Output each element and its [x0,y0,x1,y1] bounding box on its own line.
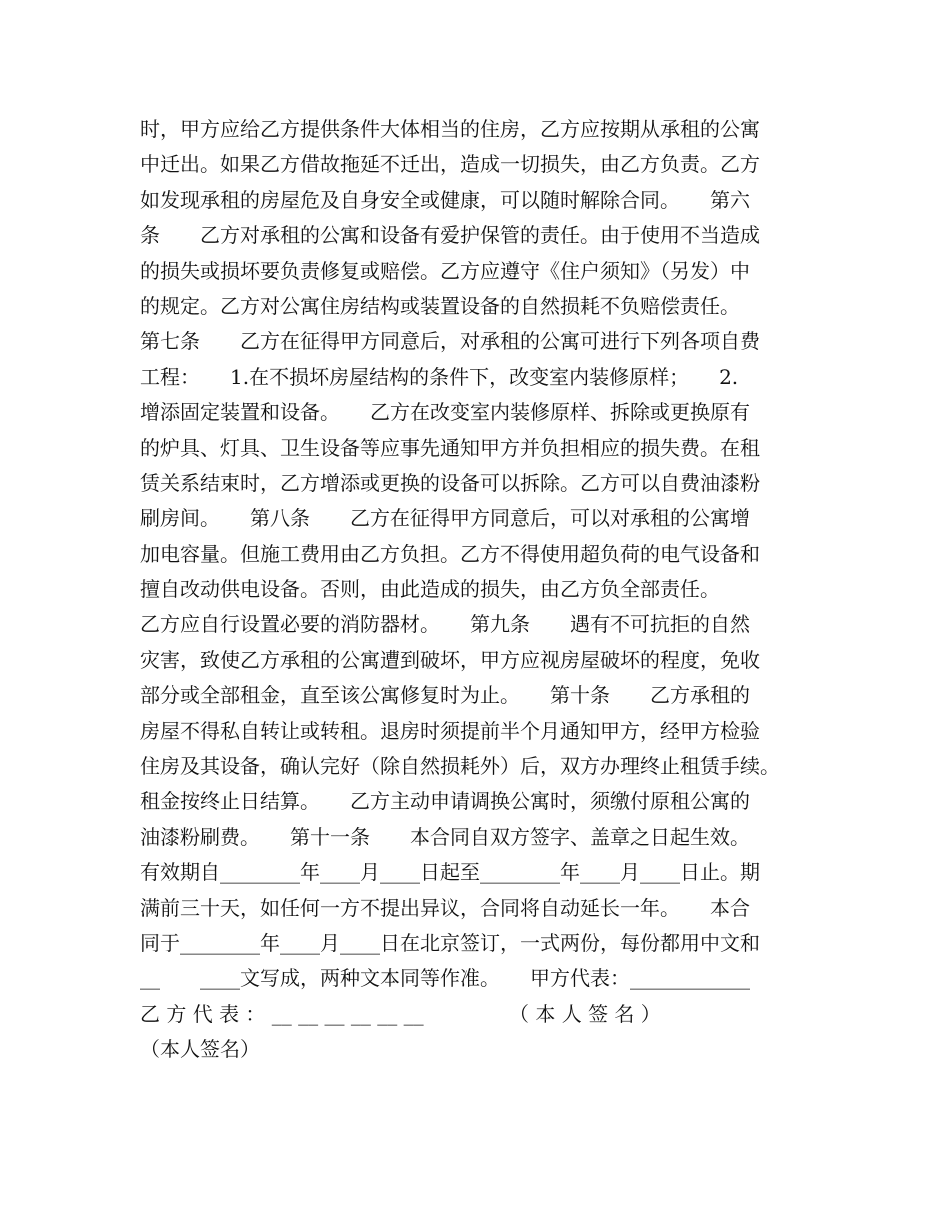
text-line: 的损失或损坏要负责修复或赔偿。乙方应遵守《住户须知》（另发）中 [140,258,750,283]
text-line: 房屋不得私自转让或转租。退房时须提前半个月通知甲方，经甲方检验 [140,718,760,743]
text-line: 第七条 乙方在征得甲方同意后，对承租的公寓可进行下列各项自费 [140,329,760,354]
text-line: 中迁出。如果乙方借故拖延不迁出，造成一切损失，由乙方负责。乙方 [140,152,760,177]
text-line: 灾害，致使乙方承租的公寓遭到破坏，甲方应视房屋破坏的程度，免收 [140,647,760,672]
text-line: 时，甲方应给乙方提供条件大体相当的住房，乙方应按期从承租的公寓 [140,117,760,141]
text-line: 条 乙方对承租的公寓和设备有爱护保管的责任。由于使用不当造成 [140,223,760,248]
text-line: 加电容量。但施工费用由乙方负担。乙方不得使用超负荷的电气设备和 [140,541,760,566]
text-line: 工程： 1.在不损坏房屋结构的条件下，改变室内装修原样； 2. [140,364,739,389]
text-line: 增添固定装置和设备。 乙方在改变室内装修原样、拆除或更换原有 [140,400,750,425]
text-line: 部分或全部租金，直至该公寓修复时为止。 第十条 乙方承租的 [140,683,750,708]
text-line: 的规定。乙方对公寓住房结构或装置设备的自然损耗不负赔偿责任。 [140,293,740,318]
text-line: 的炉具、灯具、卫生设备等应事先通知甲方并负担相应的损失费。在租 [140,435,760,460]
text-line: 刷房间。 第八条 乙方在征得甲方同意后，可以对承租的公寓增 [140,506,750,531]
text-line: 赁关系结束时，乙方增添或更换的设备可以拆除。乙方可以自费油漆粉 [140,470,760,495]
text-line: 如发现承租的房屋危及自身安全或健康，可以随时解除合同。 第六 [140,187,750,212]
text-line: 油漆粉刷费。 第十一条 本合同自双方签字、盖章之日起生效。 [140,824,750,849]
text-line: 擅自改动供电设备。否则，由此造成的损失，由乙方负全部责任。 [140,577,720,602]
signature-line: 乙 方 代 表 ： __ __ __ __ __ __ （ 本 人 签 名 ） [140,1001,661,1026]
text-line: 住房及其设备，确认完好（除自然损耗外）后，双方办理终止租赁手续。 [140,754,780,779]
text-line: 同于________年____月____日在北京签订，一式两份，每份都用中文和 [140,930,760,955]
text-line: 满前三十天，如任何一方不提出异议，合同将自动延长一年。 本合 [140,895,750,920]
contract-text [140,112,820,1068]
text-line: 租金按终止日结算。 乙方主动申请调换公寓时，须缴付原租公寓的 [140,789,750,814]
text-line: 乙方应自行设置必要的消防器材。 第九条 遇有不可抗拒的自然 [140,612,750,637]
signature-note: （本人签名） [140,1037,260,1062]
text-line: __ ____文写成，两种文本同等作准。 甲方代表：____________ [140,966,750,991]
text-line: 有效期自________年____月____日起至________年____月____日止。期 [140,860,760,885]
